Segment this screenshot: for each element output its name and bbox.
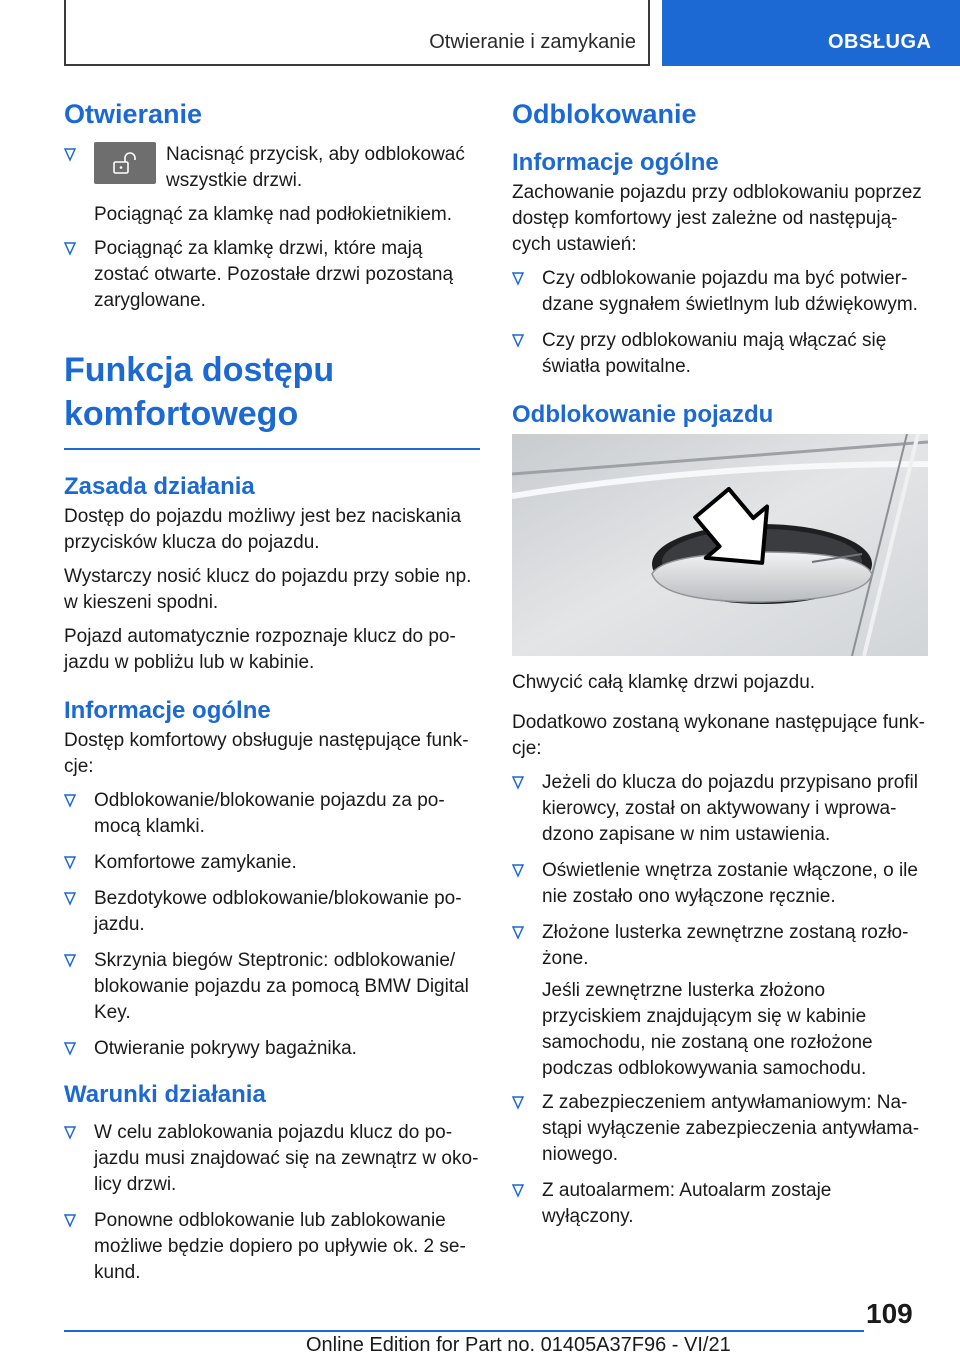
triangle-bullet-icon [64,1214,76,1228]
paragraph: Dostęp komfortowy obsługuje następujące funkcje: [64,729,469,777]
list-item [512,770,928,848]
triangle-bullet-icon [512,864,524,878]
paragraph: Jeśli zewnętrzne lusterka złożono przyciskiem znajdującym się w kabinie samochodu, nie zostaną one rozłożone podczas odblokowywania samochodu. [542,979,873,1079]
item-text: Komfortowe zamykanie. [94,851,297,873]
warunki-list [64,1120,480,1286]
item-text: Odblokowanie/blokowanie pojazdu za pomocą klamki. [94,789,445,837]
heading-informacje: Informacje ogólne [64,696,271,724]
list-item [512,858,928,910]
paragraph: Zachowanie pojazdu przy odblokowaniu poprzez dostęp komfortowy jest zależne od następujących ustawień: [512,181,922,255]
list-item [512,266,928,318]
list-item [512,1178,928,1230]
paragraph: Dostęp do pojazdu możliwy jest bez naciskania przycisków klucza do pojazdu. [64,505,462,553]
paragraph: Chwycić całą klamkę drzwi pojazdu. [512,671,816,693]
unlock-button-image [94,142,156,184]
list-item [512,328,928,380]
door-handle-photo [512,434,928,656]
triangle-bullet-icon [64,856,76,870]
list-item [64,1036,480,1062]
heading-funkcja: Funkcja dostępu komfortowego [64,350,335,433]
section-title: Otwieranie i zamykanie [429,31,636,53]
heading-otwieranie: Otwieranie [64,99,203,129]
list-item [64,142,480,194]
footer-rule [64,1330,864,1332]
list-item [64,788,480,840]
triangle-bullet-icon [512,776,524,790]
triangle-bullet-icon [64,148,76,162]
list-item [64,1120,480,1198]
triangle-bullet-icon [64,242,76,256]
unlock-padlock-icon [110,151,140,175]
heading-odblokowanie: Odblokowanie [512,99,697,129]
triangle-bullet-icon [512,334,524,348]
page-header [0,0,960,66]
right-column [512,98,928,1240]
list-item [64,948,480,1026]
list-item [64,886,480,938]
otwieranie-list [64,142,480,194]
item-text: Ponowne odblokowanie lub zablokowanie możliwe będzie dopiero po upływie ok. 2 sekund. [94,1209,466,1283]
item-text: Pociągnąć za klamkę drzwi, które mają zostać otwarte. Pozostałe drzwi pozostaną zaryglowane. [94,237,454,311]
triangle-bullet-icon [64,892,76,906]
triangle-bullet-icon [64,1126,76,1140]
list-item [64,236,480,314]
item-text: Skrzynia biegów Steptronic: odblokowanie/ blokowanie pojazdu za pomocą BMW Digital Key. [94,949,469,1023]
heading-zasada: Zasada działania [64,472,255,500]
triangle-bullet-icon [64,1042,76,1056]
functions-list [512,770,928,972]
heading-warunki: Warunki działania [64,1080,266,1108]
item-text: Czy odblokowanie pojazdu ma być potwierdzane sygnałem świetlnym lub dźwiękowym. [542,267,918,315]
item-text: Jeżeli do klucza do pojazdu przypisano profil kierowcy, został on aktywowany i wprowadzono zapisane w nim ustawienia. [542,771,918,845]
paragraph: Wystarczy nosić klucz do pojazdu przy sobie np. w kieszeni spodni. [64,565,472,613]
paragraph: Dodatkowo zostaną wykonane następujące funkcje: [512,711,925,759]
paragraph: Pociągnąć za klamkę nad podłokietnikiem. [94,203,453,225]
item-text: Nacisnąć przycisk, aby odblokować wszystkie drzwi. [166,143,465,191]
settings-list [512,266,928,380]
triangle-bullet-icon [512,1096,524,1110]
triangle-bullet-icon [64,794,76,808]
list-item [512,920,928,972]
list-item [64,1208,480,1286]
triangle-bullet-icon [512,926,524,940]
otwieranie-list-2 [64,236,480,314]
item-text: Czy przy odblokowaniu mają włączać się światła powitalne. [542,329,887,377]
item-text: Otwieranie pokrywy bagażnika. [94,1037,357,1059]
page-number: 109 [866,1298,913,1329]
item-text: Oświetlenie wnętrza zostanie włączone, o ile nie zostało ono wyłączone ręcznie. [542,859,918,907]
list-item [64,850,480,876]
item-text: Bezdotykowe odblokowanie/blokowanie pojazdu. [94,887,462,935]
heading-rule [64,448,480,450]
edition-note: Online Edition for Part no. 01405A37F96 - VI/21 [306,1334,731,1356]
item-text: Złożone lusterka zewnętrzne zostaną rozłożone. [542,921,909,969]
info-list [64,788,480,1062]
heading-odblokowanie-pojazdu: Odblokowanie pojazdu [512,400,774,428]
list-item [512,1090,928,1168]
triangle-bullet-icon [512,1184,524,1198]
item-text: Z zabezpieczeniem antywłamaniowym: Nastąpi wyłączenie zabezpieczenia antywłamaniowego. [542,1091,920,1165]
chapter-tab: OBSŁUGA [662,0,960,66]
item-text: Z autoalarmem: Autoalarm zostaje wyłączony. [542,1179,832,1227]
triangle-bullet-icon [64,954,76,968]
functions-list-2 [512,1090,928,1230]
item-text: W celu zablokowania pojazdu klucz do pojazdu musi znajdować się na zewnątrz w okolicy drzwi. [94,1121,479,1195]
heading-informacje-ogolne: Informacje ogólne [512,148,719,176]
paragraph: Pojazd automatycznie rozpoznaje klucz do pojazdu w pobliżu lub w kabinie. [64,625,456,673]
left-column [64,98,480,1296]
unlock-instruction [94,142,480,194]
triangle-bullet-icon [512,272,524,286]
